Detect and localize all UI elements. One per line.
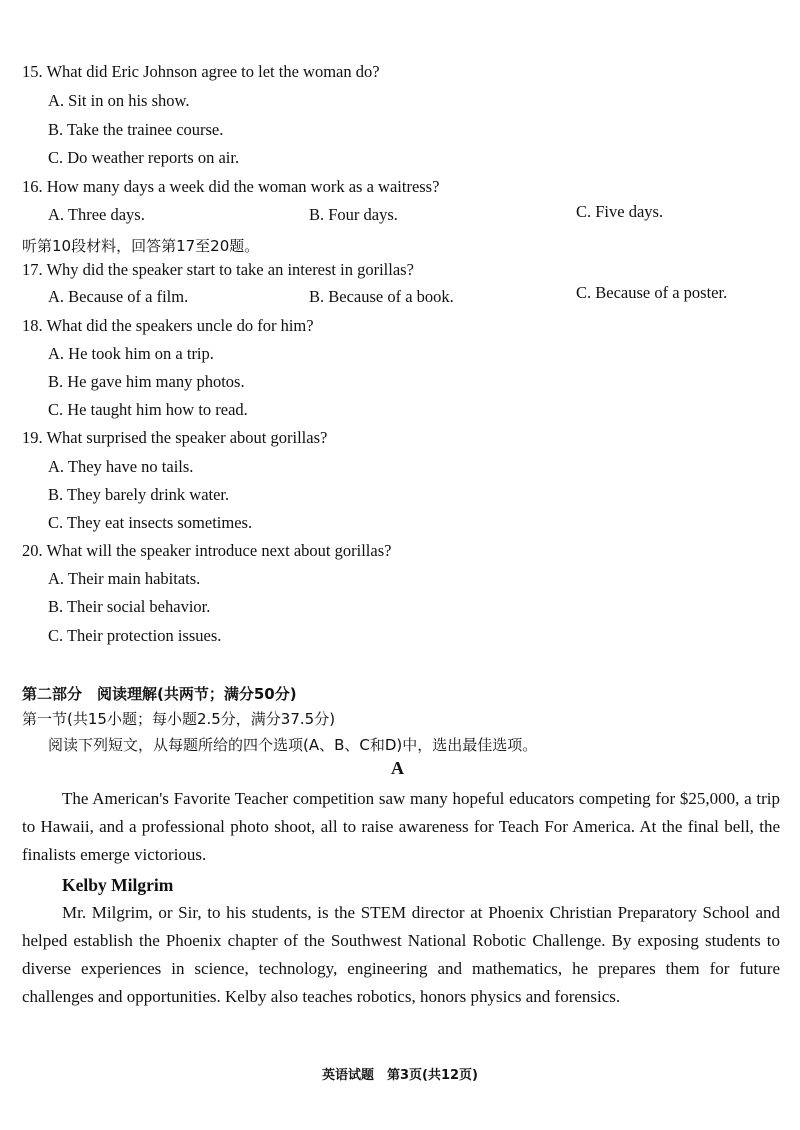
q18-option-c: C. He taught him how to read. [48, 400, 248, 419]
passage-label: A [391, 758, 404, 778]
q17-option-b: B. Because of a book. [309, 287, 454, 306]
page-footer: 英语试题 第3页(共12页) [321, 1068, 479, 1083]
q16-option-c: C. Five days. [576, 202, 664, 221]
teacher-name-heading: Kelby Milgrim [62, 875, 174, 895]
q17-option-c: C. Because of a poster. [576, 283, 728, 302]
q20-option-a: A. Their main habitats. [48, 569, 201, 588]
question-17: 17. Why did the speaker start to take an interest in gorillas? [22, 260, 414, 279]
q16-option-b: B. Four days. [309, 205, 398, 224]
question-18: 18. What did the speakers uncle do for him? [22, 316, 314, 335]
section-one-title: 第一节(共15小题；每小题2.5分，满分37.5分) [22, 710, 336, 728]
q17-option-a: A. Because of a film. [48, 287, 189, 306]
question-20: 20. What will the speaker introduce next about gorillas? [22, 541, 392, 560]
q20-option-c: C. Their protection issues. [48, 626, 222, 645]
q18-option-b: B. He gave him many photos. [48, 372, 245, 391]
q15-option-a: A. Sit in on his show. [48, 91, 190, 110]
reading-instruction: 阅读下列短文，从每题所给的四个选项(A、B、C和D)中，选出最佳选项。 [48, 736, 538, 754]
q15-option-b: B. Take the trainee course. [48, 120, 224, 139]
q16-option-a: A. Three days. [48, 205, 145, 224]
q18-option-a: A. He took him on a trip. [48, 344, 214, 363]
question-16: 16. How many days a week did the woman work as a waitress? [22, 177, 440, 196]
passage-paragraph-1: The American's Favorite Teacher competition saw many hopeful educators competing for $25,000, a trip to Hawaii, and a professional photo shoot, all to raise awareness for Teach For America. At the final bell, the finalists emerge victorious. [22, 789, 780, 864]
q19-option-a: A. They have no tails. [48, 457, 194, 476]
passage-paragraph-2: Mr. Milgrim, or Sir, to his students, is the STEM director at Phoenix Christian Preparatory School and helped establish the Phoenix chapter of the Southwest National Robotic Challenge. By exposing students to diverse experiences in science, technology, engineering and mathematics, he prepares them for future challenges and opportunities. Kelby also teaches robotics, honors physics and forensics. [22, 903, 780, 1006]
listening-instruction: 听第10段材料，回答第17至20题。 [22, 237, 260, 255]
q19-option-b: B. They barely drink water. [48, 485, 230, 504]
q20-option-b: B. Their social behavior. [48, 597, 211, 616]
q15-option-c: C. Do weather reports on air. [48, 148, 240, 167]
question-15: 15. What did Eric Johnson agree to let the woman do? [22, 62, 380, 81]
question-19: 19. What surprised the speaker about gorillas? [22, 428, 328, 447]
part-two-title: 第二部分 阅读理解(共两节；满分50分) [22, 685, 297, 703]
q19-option-c: C. They eat insects sometimes. [48, 513, 253, 532]
